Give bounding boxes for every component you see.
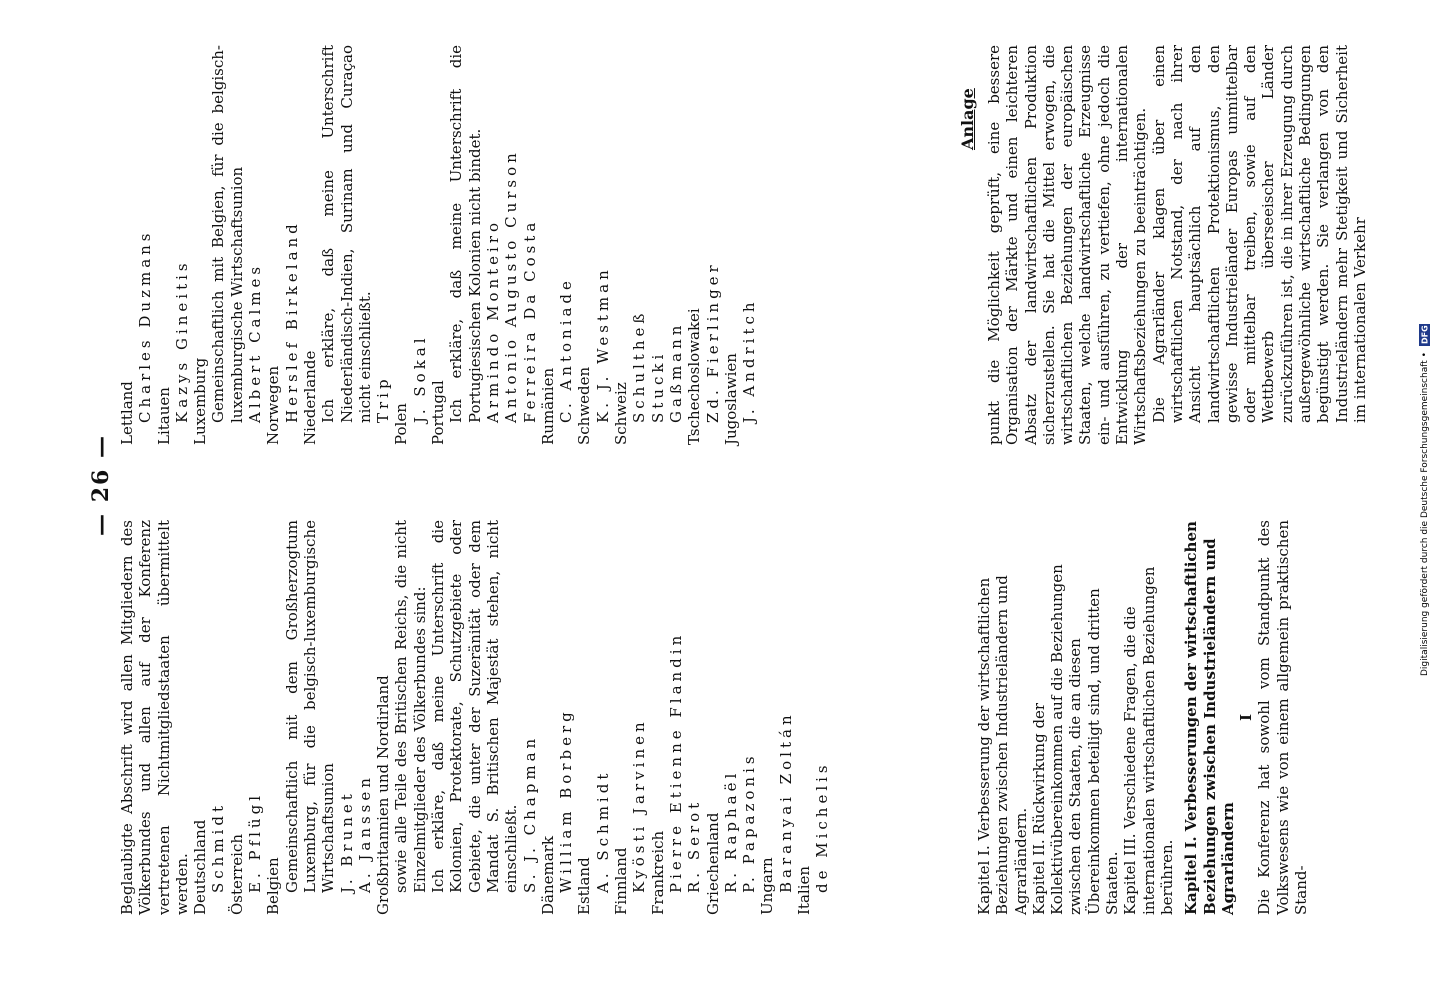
signatory-name: Schultheß: [630, 309, 649, 423]
page-number: — 26 —: [88, 434, 114, 536]
country-name: Luxemburg: [191, 357, 210, 445]
country-name: Norwegen: [264, 365, 283, 445]
signatory-name: Baranyai Zoltán: [776, 711, 795, 893]
country-name: Portugal: [429, 380, 448, 445]
country-name: Polen: [392, 403, 411, 445]
country-name: Tschechoslowakei: [685, 308, 704, 445]
signatory-name: Stucki: [648, 350, 667, 423]
credit-text: Digitalisierung gefördert durch die Deutsche Forschungsgemeinschaft •: [1420, 352, 1430, 677]
country-name: Schweiz: [612, 382, 631, 445]
signatory-name: J. Brunet: [337, 790, 356, 893]
signatory-name: Armindo Monteiro: [483, 218, 502, 423]
signatory-name: P. Papazonis: [740, 752, 759, 893]
signatory-name: Charles Duzmans: [136, 229, 155, 423]
country-name: Rumänien: [538, 367, 557, 445]
chapter-item: Kapitel II. Rückwirkung der Kollektivübereinkommen auf die Beziehungen zwischen den Staaten, die an diesen Übereinkommen beteiligt sind, und dritten Staaten.: [1029, 564, 1122, 915]
signatory-name: R. Serot: [685, 798, 704, 893]
signature-note: sowie alle Teile des Britischen Reichs, die nicht Einzelmitglieder des Völkerbundes sind:: [392, 520, 429, 893]
signatory-name: A. Schmidt: [593, 769, 612, 893]
country-name: Schweden: [575, 366, 594, 445]
country-name: Litauen: [154, 387, 173, 445]
signatory-name: Kyösti Jarvinen: [630, 718, 649, 893]
signatory-name: C. Antoniade: [557, 277, 576, 423]
signatory-name: K. J. Westman: [593, 266, 612, 423]
signatory-name: Zd. Fierlinger: [703, 261, 722, 423]
chapter-heading: Kapitel I. Verbesserungen der wirtschaftlichen Beziehungen zwischen Industrieländern und Agrarländern: [1182, 521, 1237, 915]
country-name: Finnland: [612, 847, 631, 915]
country-name: Dänemark: [538, 836, 557, 915]
country-name: Italien: [794, 865, 813, 915]
signatory-name: J. Andritch: [740, 298, 759, 423]
signatory-name: Pierre Etienne Flandin: [666, 631, 685, 893]
signatory-list: [191, 520, 831, 915]
signature-note: Ich erkläre, daß meine Unterschrift Niederländisch-Indien, Surinam und Curaçao nicht einschließt.: [319, 45, 374, 423]
signature-note: Gemeinschaftlich mit Belgien, für die belgisch-luxemburgische Wirtschaftsunion: [209, 45, 246, 423]
signatory-name: E. Pflügl: [246, 792, 265, 893]
signatory-name: Kazys Gineitis: [172, 259, 191, 423]
country-name: Belgien: [264, 857, 283, 915]
signatory-name: de Michelis: [813, 761, 832, 893]
signatory-name: Ferreira Da Costa: [520, 218, 539, 423]
signatories-column-right: [118, 45, 758, 445]
signature-note: Gemeinschaftlich mit dem Großherzogtum Luxemburg, für die belgisch-luxemburgische Wirtschaftsunion: [282, 520, 338, 893]
appendix-heading: Anlage: [958, 88, 977, 150]
body-paragraph: punkt die Möglichkeit geprüft, eine bessere Organisation der Märkte und einen leichteren Absatz der landwirtschaftlichen Produktion sicherzustellen. Sie hat die Mittel erwogen, die wirtschaftlichen Beziehungen der europäischen Staaten, welche landwirtschaftliche Erzeugnisse ein- und ausführen, zu vertiefen, ohne jedoch die Entwicklung der internationalen Wirtschaftsbeziehungen zu beeinträchtigen.: [985, 45, 1150, 445]
country-name: Deutschland: [191, 819, 210, 915]
country-name: Großbritannien und Nordirland: [374, 675, 393, 915]
country-name: Griechenland: [703, 812, 722, 915]
dfg-logo: DFG: [1420, 325, 1430, 345]
country-name: Estland: [575, 857, 594, 915]
country-name: Niederlande: [300, 350, 319, 445]
signatory-name: R. Raphaël: [721, 769, 740, 893]
chapters-column: [975, 520, 1310, 915]
body-paragraph: Die Agrarländer klagen über einen wirtschaftlichen Notstand, der nach ihrer Ansicht hauptsächlich auf den landwirtschaftlichen Protektionismus, den gewisse Industrieländer Europas unmittelbar oder mittelbar treiben, sowie auf den Wettbewerb überseeischer Länder zurückzuführen ist, die in ihrer Erzeugung durch außergewöhnliche wirtschaftliche Bedingungen begünstigt werden. Sie verlangen von den Industrieländern mehr Stetigkeit und Sicherheit im internationalen Verkehr: [1149, 45, 1369, 423]
signatory-name: William Borberg: [557, 708, 576, 893]
signatory-name: S. J. Chapman: [520, 734, 539, 893]
section-number: I: [1237, 713, 1256, 722]
signatory-name: A. Janssen: [355, 774, 374, 893]
country-name: Jugoslawien: [721, 353, 740, 445]
signatories-column-left: [118, 520, 832, 915]
country-name: Lettland: [118, 381, 136, 445]
annex-column: [985, 45, 1369, 445]
signatory-list: [118, 45, 758, 445]
signatory-name: Antonio Augusto Curson: [502, 149, 521, 423]
chapter-item: Kapitel I. Verbesserung der wirtschaftlichen Beziehungen zwischen Industrieländern und Agrarländern.: [975, 575, 1030, 915]
chapter-item: Kapitel III. Verschiedene Fragen, die die internationalen wirtschaftlichen Beziehungen berühren.: [1121, 566, 1176, 915]
signatory-name: Schmidt: [209, 802, 228, 893]
country-name: Frankreich: [648, 830, 667, 915]
signature-note: Ich erkläre, daß meine Unterschrift die Portugiesischen Kolonien nicht bindet.: [447, 45, 484, 423]
signatory-name: Trip: [374, 375, 393, 423]
intro-paragraph: Beglaubigte Abschrift wird allen Mitgliedern des Völkerbundes und allen auf der Konferenz vertretenen Nichtmitgliedstaaten übermittelt werden.: [118, 520, 191, 915]
signatory-name: J. Sokal: [410, 334, 429, 423]
signatory-name: Herslef Birkeland: [282, 220, 301, 423]
signature-note: Ich erkläre, daß meine Unterschrift die Kolonien, Protektorate, Schutzgebiete oder Gebiete, die unter der Suzeränität oder dem Mandat S. Britischen Majestät stehen, nicht einschließt.: [429, 520, 521, 893]
signatory-name: Gaßmann: [666, 321, 685, 423]
country-name: Österreich: [227, 834, 246, 915]
country-name: Ungarn: [758, 857, 777, 915]
signatory-name: Albert Calmes: [246, 262, 265, 423]
body-paragraph: Die Konferenz hat sowohl vom Standpunkt des Volkswesens wie von einem allgemein praktischen Stand-: [1255, 520, 1311, 915]
